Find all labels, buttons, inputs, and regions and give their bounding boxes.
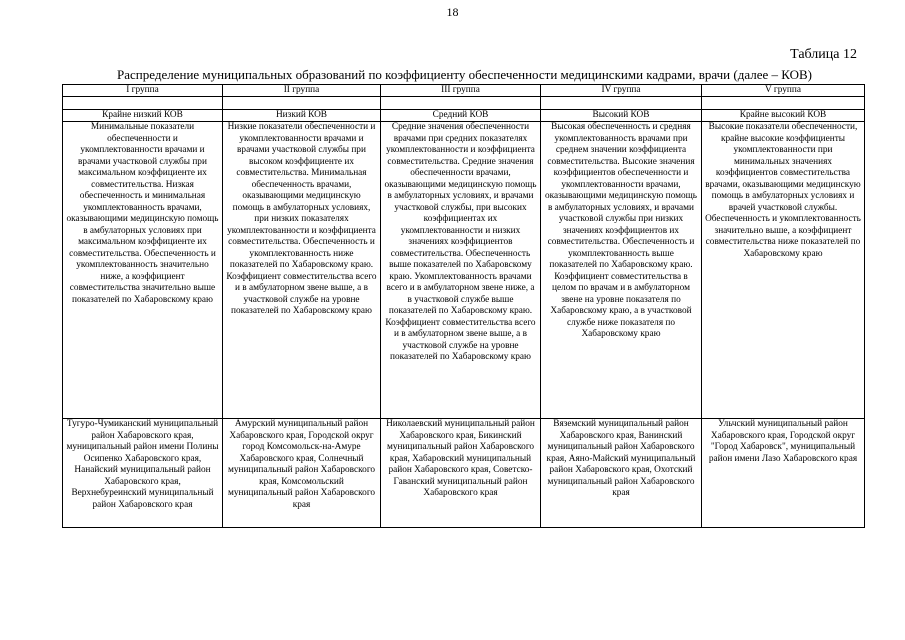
group-description: Высокие показатели обеспеченности, крайне высокие коэффициенты укомплектованности при минимальных значениях коэффициентов совместительства врачами, оказывающими медицинскую помощь в амбулаторных условиях и врачей участковой службы. Обеспеченность и укомплектованность значительно выше, а коэффициент совместительства ниже показателей по Хабаровскому краю (702, 122, 865, 419)
level-row (63, 110, 865, 122)
table-label: Таблица 12 (790, 47, 857, 62)
group-municipalities: Амурский муниципальный район Хабаровского края, Городской округ город Комсомольск-на-Амуре Хабаровского края, Солнечный муниципальный район Хабаровского края, Комсомольский муниципальный район Хабаровского края (223, 419, 381, 528)
page-number: 18 (446, 5, 459, 19)
group-header-row (63, 85, 865, 97)
kov-level: Крайне низкий КОВ (63, 110, 223, 122)
group-municipalities: Николаевский муниципальный район Хабаровского края, Бикинский муниципальный район Хабаровского края, Хабаровский муниципальный район Хабаровского края, Советско-Гаванский муниципальный район Хабаровского края (381, 419, 541, 528)
kov-level: Крайне высокий КОВ (702, 110, 865, 122)
group-title: I группа (63, 85, 223, 97)
group-title: III группа (381, 85, 541, 97)
table-caption: Распределение муниципальных образований по коэффициенту обеспеченности медицинскими кадрами, врачи (далее – КОВ) (117, 67, 812, 82)
group-description: Минимальные показатели обеспеченности и укомплектованности врачами и врачами участковой службы при максимальном коэффициенте их совместительства. Низкая обеспеченность и минимальная укомплектованность врачами, оказывающими медицинскую помощь в амбулаторных условиях при максимальном коэффициенте их совместительства. Обеспеченность и укомплектованность значительно ниже, а коэффициент совместительства значительно выше показателей по Хабаровскому краю (63, 122, 223, 419)
group-description: Средние значения обеспеченности врачами при средних показателях укомплектованности и коэффициента совместительства. Средние значения обеспеченности врачами, оказывающими медицинскую помощь в амбулаторных условиях, и врачами участковой службы, при высоких коэффициентах их укомплектованности и низких значениях коэффициентов совместительства. Обеспеченность выше показателей по Хабаровскому краю. Укомплектованность врачами всего и в амбулаторном звене ниже, а в участковой службе выше показателей по Хабаровскому краю. Коэффициент совместительства всего и в амбулаторном звене выше, а в участковой службе на уровне показателей по Хабаровскому краю (381, 122, 541, 419)
group-title: II группа (223, 85, 381, 97)
group-municipalities: Вяземский муниципальный район Хабаровского края, Ванинский муниципальный район Хабаровского края, Аяно-Майский муниципальный район Хабаровского края, Охотский муниципальный район Хабаровского края (541, 419, 702, 528)
spacer-row (63, 97, 865, 110)
kov-level: Низкий КОВ (223, 110, 381, 122)
group-title: IV группа (541, 85, 702, 97)
distribution-table (62, 84, 865, 528)
group-municipalities: Тугуро-Чумиканский муниципальный район Хабаровского края, муниципальный район имени Полины Осипенко Хабаровского края, Нанайский муниципальный район Хабаровского края, Верхнебуреинский муниципальный район Хабаровского края (63, 419, 223, 528)
description-row (63, 122, 865, 419)
group-description: Высокая обеспеченность и средняя укомплектованность врачами при среднем значении коэффициента совместительства. Высокие значения коэффициентов обеспеченности и укомплектованности врачами, оказывающими медицинскую помощь в амбулаторных условиях, и врачами участковой службы при низких значениях коэффициентов их совместительства. Обеспеченность и укомплектованность выше показателей по Хабаровскому краю. Коэффициент совместительства в целом по врачам и в амбулаторном звене на уровне показателя по Хабаровскому краю, а в участковой службе ниже показателя по Хабаровскому краю (541, 122, 702, 419)
municipalities-row (63, 419, 865, 528)
group-description: Низкие показатели обеспеченности и укомплектованности врачами и врачами участковой службы при высоком коэффициенте их совместительства. Минимальная обеспеченность врачами, оказывающими медицинскую помощь в амбулаторных условиях, при низких показателях укомплектованности и коэффициента совместительства. Обеспеченность и укомплектованность ниже показателей по Хабаровскому краю. Коэффициент совместительства всего и в амбулаторном звене выше, а в участковой службе на уровне показателей по Хабаровскому краю (223, 122, 381, 419)
group-municipalities: Ульчский муниципальный район Хабаровского края, Городской округ "Город Хабаровск", муниципальный район имени Лазо Хабаровского края (702, 419, 865, 528)
kov-level: Высокий КОВ (541, 110, 702, 122)
kov-level: Средний КОВ (381, 110, 541, 122)
group-title: V группа (702, 85, 865, 97)
